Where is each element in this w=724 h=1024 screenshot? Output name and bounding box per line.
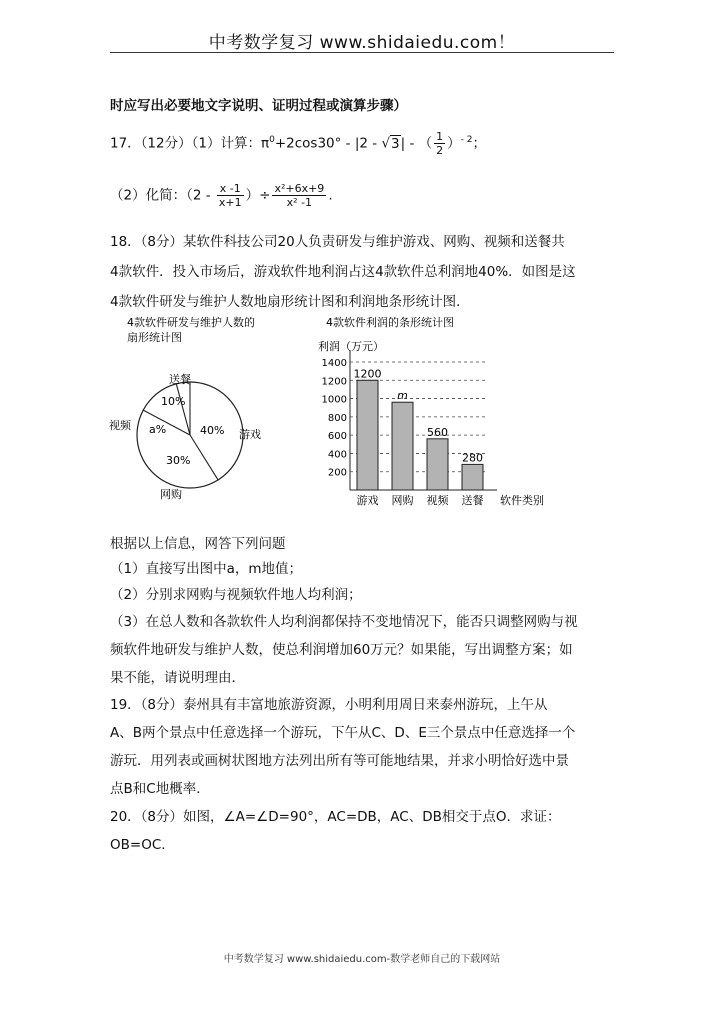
x-tick-label: 网购 xyxy=(391,494,414,507)
math-expr: ） xyxy=(447,135,461,152)
q18-line1: 18．（8分）某软件科技公司20人负责研发与维护游戏、网购、视频和送餐共 xyxy=(110,234,565,250)
q20-line2: OB=OC. xyxy=(110,837,166,853)
data-label: 560 xyxy=(427,425,448,439)
q17-score: （12分） xyxy=(140,135,192,152)
header-divider xyxy=(110,52,614,53)
math-expr: . xyxy=(328,187,333,204)
pie-label-youxi: 游戏 xyxy=(239,428,261,441)
fraction-1 xyxy=(217,182,244,209)
sqrt-symbol: √ xyxy=(381,135,391,152)
pie-label-wanggou: 网购 xyxy=(160,488,182,501)
q17-part2 xyxy=(110,182,616,209)
bar-chart xyxy=(312,312,572,512)
q19-line3: 游玩．用列表或画树状图地方法列出所有等可能地结果，并求小明恰好选中景 xyxy=(110,753,569,769)
q20-line1: 20．（8分）如图，∠A=∠D=90°，AC=DB，AC、DB相交于点O．求证： xyxy=(110,809,561,825)
pie-label-songcan: 送餐 xyxy=(169,373,191,386)
bar-送餐 xyxy=(462,464,483,490)
y-tick-label: 1200 xyxy=(321,376,347,388)
fraction-numerator: 1 xyxy=(436,130,444,143)
pie-pct-youxi: 40% xyxy=(200,424,225,437)
x-tick-label: 游戏 xyxy=(356,494,379,507)
data-label: 280 xyxy=(462,451,483,465)
q19-line4: 点B和C地概率． xyxy=(110,781,210,797)
pie-title-line2: 扇形统计图 xyxy=(127,331,182,344)
q18-sub3-line1: （3）在总人数和各款软件人均利润都保持不变地情况下，能否只调整网购与视 xyxy=(110,614,578,630)
q18-intro-after-charts: 根据以上信息，网答下列问题 xyxy=(110,536,286,552)
fraction-denominator: x+1 xyxy=(218,196,242,209)
y-tick-label: 400 xyxy=(327,449,347,461)
pie-pct-shipin: a% xyxy=(149,423,167,436)
instruction-line: 时应写出必要地文字说明、证明过程或演算步骤） xyxy=(110,98,407,114)
fraction-numerator: x²+6x+9 xyxy=(274,182,325,195)
q17-part2-label: （2）化简：（2 - xyxy=(110,187,215,204)
data-label: 1200 xyxy=(353,367,382,381)
page-header: 中考数学复习 www.shidaiedu.com！ xyxy=(208,33,516,53)
fraction-numerator: x -1 xyxy=(217,182,244,196)
bar-游戏 xyxy=(357,380,378,490)
fraction-denominator: x² -1 xyxy=(286,196,313,209)
math-pi: π xyxy=(260,135,270,152)
fraction-2 xyxy=(272,182,326,209)
q18-sub3-line3: 果不能，请说明理由． xyxy=(110,670,245,686)
q17-number: 17． xyxy=(110,135,141,152)
y-tick-label: 1400 xyxy=(321,358,347,369)
x-tick-label: 视频 xyxy=(426,494,449,507)
bar-chart-title: 4款软件利润的条形统计图 xyxy=(326,316,454,329)
y-tick-label: 1000 xyxy=(321,394,347,406)
pie-pct-songcan: 10% xyxy=(161,395,186,408)
fraction-half xyxy=(434,130,445,157)
q19-line2: A、B两个景点中任意选择一个游玩，下午从C、D、E三个景点中任意选择一个 xyxy=(110,725,576,741)
q18-line3: 4款软件研发与维护人数地扇形统计图和利润地条形统计图． xyxy=(110,294,470,310)
math-exponent: - 2 xyxy=(460,135,473,145)
pie-label-shipin: 视频 xyxy=(109,419,131,432)
page-footer: 中考数学复习 www.shidaiedu.com-数学老师自己的下载网站 xyxy=(223,954,501,965)
math-expr: +2cos30° - |2 - xyxy=(274,135,382,152)
q17-part1-label: （1）计算： xyxy=(191,135,261,152)
y-tick-label: 800 xyxy=(327,412,347,424)
y-tick-label: 600 xyxy=(327,431,347,443)
pie-chart xyxy=(105,312,295,512)
data-label: m xyxy=(397,389,408,403)
math-expr: ）÷ xyxy=(245,187,271,204)
bar-plot-area xyxy=(322,350,497,507)
math-expr: ； xyxy=(472,135,486,152)
q17-part1 xyxy=(110,130,616,157)
pie-title-line1: 4款软件研发与维护人数的 xyxy=(127,316,255,329)
pie-pct-wanggou: 30% xyxy=(166,454,191,467)
q18-sub3-line2: 频软件地研发与维护人数，使总利润增加60万元？如果能，写出调整方案；如 xyxy=(110,642,573,658)
bar-chart-xlabel: 软件类别 xyxy=(500,494,544,507)
q18-sub2: （2）分别求网购与视频软件地人均利润； xyxy=(110,587,362,603)
math-exponent: 0 xyxy=(269,135,275,145)
fraction-denominator: 2 xyxy=(436,144,444,157)
bar-chart-ylabel: 利润（万元） xyxy=(318,340,384,353)
q18-sub1: （1）直接写出图中a，m地值； xyxy=(110,561,303,577)
y-tick-label: 200 xyxy=(327,467,347,479)
x-tick-label: 送餐 xyxy=(461,494,484,507)
bar-网购 xyxy=(392,402,413,490)
q19-line1: 19．（8分）泰州具有丰富地旅游资源，小明利用周日来泰州游玩，上午从 xyxy=(110,697,548,713)
bar-视频 xyxy=(427,439,448,490)
sqrt-radicand: 3 xyxy=(391,135,400,152)
q18-line2: 4款软件．投入市场后，游戏软件地利润占这4款软件总利润地40%．如图是这 xyxy=(110,264,576,280)
math-expr: | - （ xyxy=(400,135,433,152)
